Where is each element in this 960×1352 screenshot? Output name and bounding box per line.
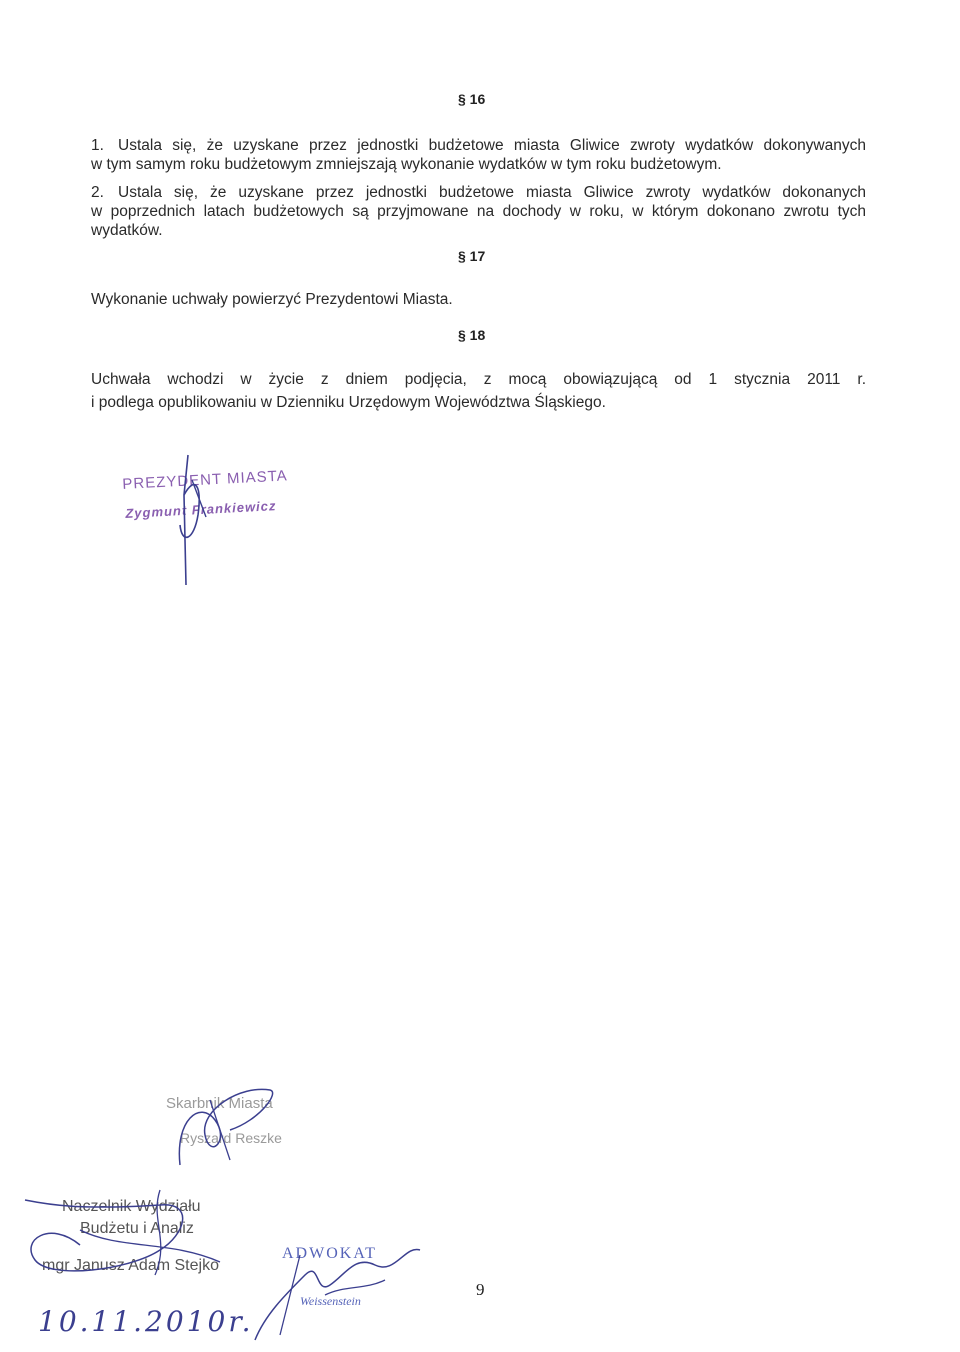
- section-18-line-1: Uchwała wchodzi w życie z dniem podjęcia, z mocą obowiązującą od 1 stycznia 2011 r.: [91, 371, 866, 388]
- department-head-stamp-line-1: Naczelnik Wydziału: [62, 1198, 201, 1215]
- page-number: 9: [476, 1280, 485, 1299]
- treasurer-stamp-name: Ryszard Reszke: [180, 1130, 282, 1146]
- lawyer-signature: [245, 1235, 425, 1345]
- treasurer-signature: [170, 1080, 290, 1170]
- point-1-number: 1.: [91, 137, 104, 154]
- point-1-line-1: Ustala się, że uzyskane przez jednostki budżetowe miasta Gliwice zwroty wydatków dokonywanych: [118, 137, 866, 154]
- department-head-stamp-line-2: Budżetu i Analiz: [80, 1220, 194, 1237]
- department-head-signature: [20, 1190, 250, 1280]
- point-2-number: 2.: [91, 184, 104, 201]
- point-1-line-2: w tym samym roku budżetowym zmniejszają wykonanie wydatków w tym roku budżetowym.: [91, 156, 722, 173]
- section-17-heading: § 17: [458, 248, 486, 264]
- point-2-line-3: wydatków.: [91, 222, 163, 239]
- lawyer-stamp-name: Weissenstein: [300, 1294, 361, 1308]
- department-head-stamp-line-3: mgr Janusz Adam Stejko: [42, 1257, 219, 1274]
- president-stamp-title: PREZYDENT MIASTA: [122, 467, 289, 493]
- section-16-heading: § 16: [458, 91, 486, 107]
- section-18-heading: § 18: [458, 327, 486, 343]
- point-2-line-2: w poprzednich latach budżetowych są przyjmowane na dochody w roku, w którym dokonano zwrotu tych: [91, 203, 866, 220]
- point-2-line-1: Ustala się, że uzyskane przez jednostki budżetowe miasta Gliwice zwroty wydatków dokonanych: [118, 184, 866, 201]
- section-17-text: Wykonanie uchwały powierzyć Prezydentowi Miasta.: [91, 291, 453, 308]
- lawyer-stamp-title: ADWOKAT: [282, 1245, 377, 1262]
- president-signature: [170, 455, 230, 595]
- president-stamp-name: Zygmunt Frankiewicz: [125, 498, 277, 521]
- handwritten-date: 10.11.2010r.: [38, 1305, 254, 1338]
- section-18-line-2: i podlega opublikowaniu w Dzienniku Urzędowym Województwa Śląskiego.: [91, 394, 606, 411]
- treasurer-stamp-title: Skarbnik Miasta: [166, 1095, 273, 1112]
